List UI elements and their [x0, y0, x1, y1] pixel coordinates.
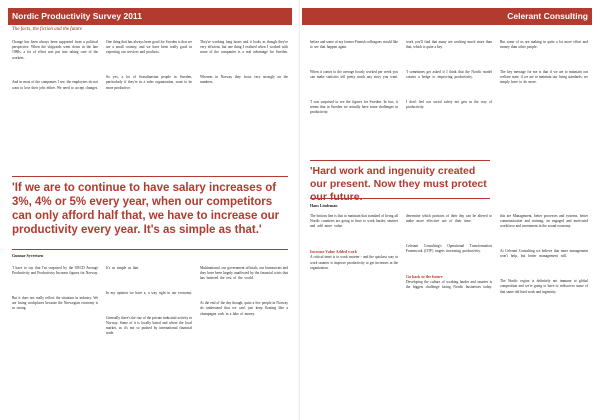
paragraph: The key message for me is that if we are to maintain our welfare state, if we are to maintain our living standards, we simply have to do more. Lorem text continues through the column with further narrative on productivity, wages and the competitive position of Nordic companies in a global market. [500, 70, 588, 101]
paragraph: The bottom line is that to maintain that standard of living all Nordic countries are going to have to work harder, smarter and add more value. Lorem text continues through the column with further narrative on productivity, wages and the competitive position of Nordic companies in a global market. [310, 214, 398, 245]
pull-quote: 'Hard work and ingenuity created our present. Now they must protect our future. [310, 165, 487, 203]
left-column-1 [12, 40, 98, 168]
paragraph: Developing the culture of working harder and smarter is the biggest challenge facing Nordic businesses today. Lorem text continues through the column with further narrative on productivity, wages and the competitive position of Nordic companies in a global market. [406, 280, 492, 306]
right-column-4 [310, 214, 398, 414]
pull-quote: 'If we are to continue to have salary increases of 3%, 4% or 5% every year, when our competitors can only afford half that, we have to increase our productivity every year. It's as simple as that.' [12, 182, 280, 236]
paragraph: So yes, a lot of Scandinavian people in Sweden, particularly if they're in a sales organization, want to be more productive. Lorem text continues through the column with further narrative on productivity, wages and the competitive position of Nordic companies in a global market. [106, 75, 192, 106]
quote-rule-top [12, 176, 288, 177]
author-byline: Gunnar Syvertsen [12, 253, 44, 258]
paragraph: Generally there's the rise of the private industrial activity in Norway. Some of it is locally based and where the local market, as it's not so pushed by international financial trade. Lorem text continues through the column with further narrative on productivity, wages and the competitive position of Nordic companies in a global market. [106, 316, 192, 352]
quote-rule-bottom [12, 249, 288, 250]
right-column-3 [500, 40, 588, 168]
quote-rule-bottom [310, 198, 490, 199]
paragraph: One thing that has always been good for Sweden is that we are a small country, and we have been really good in exporting our services and products. Lorem text continues through the column with further narrative on productivity, wages and the competitive position of Nordic companies in a global market. [106, 40, 192, 71]
left-column-3 [200, 40, 288, 168]
paragraph: And in most of the companies I see, the employees do not want to lose their jobs either. We need to accept changes. Lorem text continues through the column with further narrative on productivity, wages and the competitive position of Nordic companies in a global market. [12, 80, 98, 106]
left-column-2 [106, 40, 192, 168]
right-column-1 [310, 40, 398, 168]
right-column-5 [406, 214, 492, 414]
paragraph: But some of us are making in quite a lot more effort and money than other people. Lorem text continues through the column with further narrative on productivity, wages and the competitive position of Nordic companies in a global market. [500, 40, 588, 66]
paragraph: work you'll find that many are working much more than that, which is quite a key. Lorem text continues through the column with further narrative on productivity, wages and the competitive position of Nordic companies in a global market. [406, 40, 492, 66]
paragraph: But it does not really reflect the situation in industry. We are losing workplaces because the Norwegian economy is so strong. Lorem text continues through the column with further narrative on productivity, wages and the competitive position of Nordic companies in a global market. [12, 296, 98, 327]
company-name: Celerant Consulting [507, 11, 588, 21]
section-subheading: Increase Value Added work [310, 249, 357, 255]
left-column-4 [12, 266, 98, 414]
paragraph: 'I sometimes get asked if I think that the Nordic model creates a hedge to improving productivity. Lorem text continues through the column with further narrative on productivity, wages and the competitive position of Nordic companies in a global market. [406, 70, 492, 96]
survey-title: Nordic Productivity Survey 2011 [12, 11, 142, 21]
paragraph: A critical tenet is to work smarter - and the quickest way to work smarter is improve productivity to get increases in the organization. Lorem text continues through the column with further narrative on productivity, wages and the competitive position of Nordic companies in a global market. [310, 255, 398, 281]
paragraph: The Nordic region is definitely not immune to global competition and we're going to have to rediscover some of that same old hard work and ingenuity. Lorem text continues through the column with further narrative on productivity, wages and the competitive position of Nordic companies in a global market. [500, 279, 588, 310]
paragraph: 'I was surprised to see the figures for Sweden. In fact, it seems that in Sweden we actually have some challenges in productivity. Lorem text continues through the column with further narrative on productivity, wages and the competitive position of Nordic companies in a global market. [310, 100, 398, 126]
paragraph: Multinational, our government officials, our bureaucrats and they have been largely unaffected by the financial crisis that has battered the rest of the world. Lorem text continues through the column with further narrative on productivity, wages and the competitive position of Nordic companies in a global market. [200, 266, 288, 297]
paragraph: It's as simple as that. Lorem text continues through the column with further narrative on productivity, wages and the competitive position of Nordic companies in a global market. [106, 266, 192, 287]
paragraph: In my opinion we have a, a way right in our economy. Lorem text continues through the column with further narrative on productivity, wages and the competitive position of Nordic companies in a global market. [106, 291, 192, 312]
paragraph: When it comes to the average hourly worked per week you can make statistics tell pretty much any story you want. Lorem text continues through the column with further narrative on productivity, wages and the competitive position of Nordic companies in a global market. [310, 70, 398, 96]
author-byline: Hans Lindeman [310, 203, 338, 208]
section-subheading: Go back to the future [406, 274, 443, 280]
survey-subtitle: The facts, the fiction and the future [12, 27, 82, 32]
right-page [300, 0, 600, 420]
paragraph: At Celerant Consulting we believe that more management won't help, but better management will. Lorem text continues through the column with further narrative on productivity, wages and the competitive position of Nordic companies in a global market. [500, 249, 588, 275]
paragraph: this are Management, better processes and systems, better communication and training, an engaged and motivated workforce and investment in the sound economy. Lorem text continues through the column with further narrative on productivity, wages and the competitive position of Nordic companies in a global market. [500, 214, 588, 245]
left-column-6 [200, 266, 288, 414]
quote-rule-top [310, 160, 490, 161]
paragraph: At the end of the day though, quite a few people in Norway do understand that we can't just keep floating like a champagne cork in a lake of money. Lorem text continues through the column with further narrative on productivity, wages and the competitive position of Nordic companies in a global market. [200, 301, 288, 332]
paragraph: Whereas in Norway they focus very strongly on the numbers. Lorem text continues through the column with further narrative on productivity, wages and the competitive position of Nordic companies in a global market. [200, 75, 288, 96]
paragraph: determine which portions of their day can be altered to make more effective use of their time. Lorem text continues through the column with further narrative on productivity, wages and the competitive position of Nordic companies in a global market. [406, 214, 492, 240]
paragraph: 'I have to say that I'm surprised by the OECD Average Productivity and Productivity Increase figures for Norway. Lorem text continues through the column with further narrative on productivity, wages and the competitive position of Nordic companies in a global market. [12, 266, 98, 292]
right-column-6 [500, 214, 588, 414]
paragraph: Celerant Consulting's Operational Transformation Framework (OTF) targets increasing productivity. Lorem text continues through the column with further narrative on productivity, wages and the competitive position of Nordic companies in a global market. [406, 244, 492, 270]
paragraph: before and some of my former Finnish colleagues would like to see that happen again. Lorem text continues through the column with further narrative on productivity, wages and the competitive position of Nordic companies in a global market. [310, 40, 398, 66]
left-column-5 [106, 266, 192, 414]
paragraph: Change has been always been supported from a political perspective. When the shipyards went down in the late 1980s, a lot of effort was put into taking care of the workers. Lorem text continues through the column with further narrative on productivity, wages and the competitive position of Nordic companies in a global market. [12, 40, 98, 76]
paragraph: I don't feel our social safety net gets in the way of productivity. Lorem text continues through the column with further narrative on productivity, wages and the competitive position of Nordic companies in a global market. [406, 100, 492, 126]
paragraph: They're working long hours and it looks as though they're very efficient, but one thing I realised when I worked with some of the companies is a real advantage for Sweden. Lorem text continues through the column with further narrative on productivity, wages and the competitive position of Nordic companies in a global market. [200, 40, 288, 71]
right-column-2 [406, 40, 492, 168]
